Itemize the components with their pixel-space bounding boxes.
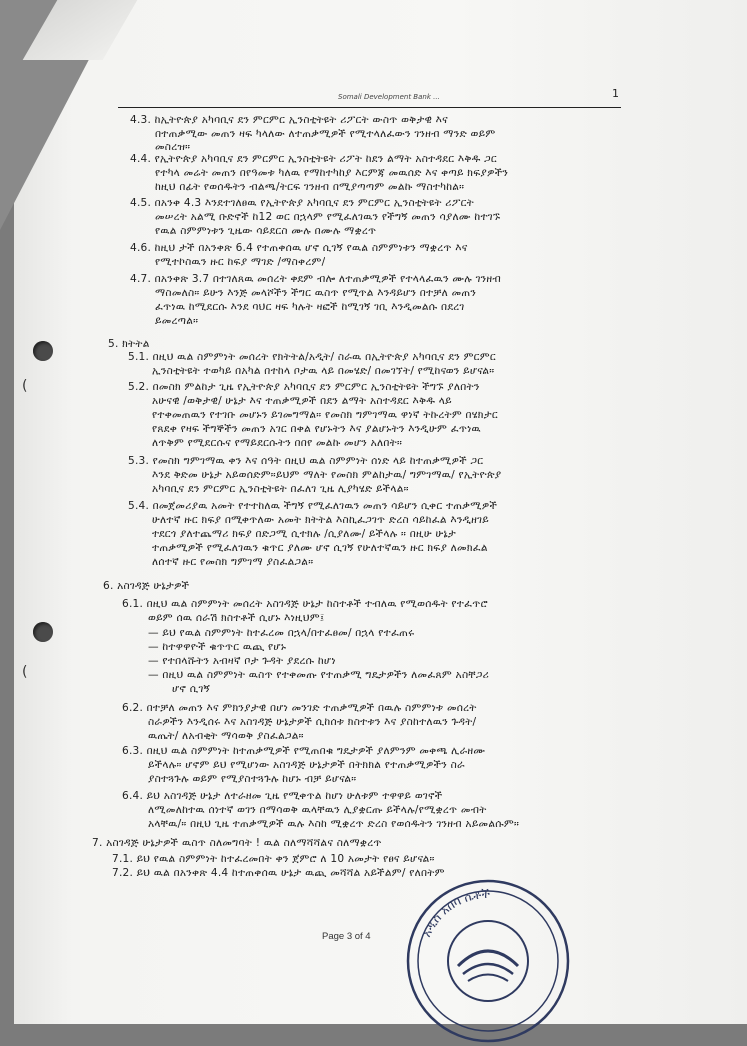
- text-line: 6.3. በዚህ ዉል ስምምነት ከተጠቃሚዎች የሚጠበቁ ግዴታዎች ያለምንም መቀጫ ሊራዘሙ: [122, 745, 486, 757]
- text-line: አካባቢና ደን ምርምር ኢንስቲትዩት በፈለገ ጊዜ ሊያካሄድ ይችላል።: [152, 483, 409, 495]
- text-line: አሁናዊ /ወቅታዊ/ ሁኔታ እና ተጠቃሚዎች በደን ልማት አስተዳደር እቅዱ ላይ: [152, 395, 452, 407]
- text-line: 5.2. በመስክ ምልከታ ጊዜ የኢትዮጵያ አካባቢና ደን ምርምር ኢንስቲትዩት ችግኙ ያለበትን: [128, 381, 480, 393]
- text-line: ዉጤት/ ለአብቂት ማሳወቅ ያስፈልጋል።: [148, 730, 304, 742]
- text-line: ሁለተኛ ዙር ክፍያ በሚቀጥለው አመት ክትትል እስኪፈጋገጥ ድረስ ሳይከፈል እንዲዘገይ: [152, 514, 489, 526]
- text-line: በተጠቃሚው መጠን ዛፍ ካላለው ለተጠቃሚዎች የሚተላለፈውን ገንዘብ ማንድ ወይም: [155, 128, 496, 140]
- text-line: 6.2. በተቻለ መጠን እና ምክንያታዊ በሆነ መንገድ ተጠቃሚዎች በዉሉ ስምምነቱ መሰረት: [122, 702, 477, 714]
- text-line: ይመረጣል።: [155, 315, 199, 327]
- text-line: ለሚመለከተዉ ሰነተኛ ወገን በማሳወቅ ዉላቸዉን ሊያቋርጡ ይችላሉ/የሚቋረጥ መብት: [148, 804, 487, 816]
- text-line: የጸደቀ የዛፍ ችግኞችን መጠን አገር በቀል የሆኑትን እና ያልሆኑትን እንዲሁም ፈጥነዉ: [152, 423, 481, 435]
- text-line: የተቀመጠዉን የተገቡ መሆኑን ይገመግማል። የመስክ ግምገማዉ ዋነኛ ትኩረትም በሄክታር: [152, 409, 498, 421]
- text-line: መሠረት አልሚ ቡድኖች ከ12 ወር በኋላም የሚፈለገዉን የችግኝ መጠን ሳያለሙ ከተገኙ: [155, 211, 501, 223]
- text-line: 4.4. የኢትዮጵያ አካባቢና ደን ምርምር ኢንስቲትዩት ሪፖት ከደን ልማት አስተዳደር እቅዱ ጋር: [130, 153, 497, 165]
- text-line: ከዚህ በፊት የወሰዱትን ብልጫ/ትርፍ ገንዘብ በሚያጣጣም መልኩ ማስተካከል።: [155, 181, 465, 193]
- text-line: — ይህ የዉል ስምምነት ከተፈረመ በኋላ/በተፈፀመ/ በኋላ የተፈጠሩ: [148, 627, 415, 639]
- text-line: 4.5. በአንቀ 4.3 እንደተገለፀዉ የኢትዮጵያ አካባቢና ደን ምርምር ኢንስቲትዩት ሪፖርት: [130, 197, 474, 209]
- header-text: Somali Development Bank ...: [338, 93, 440, 101]
- text-line: ይችላሉ። ሆኖም ይህ የሚሆነው አስገዳጅ ሁኔታዎች በትክክል የተጠቃሚዎችን ስራ: [148, 759, 465, 771]
- text-line: 7. አስገዳጅ ሁኔታዎች ዉስጥ ስለመግባት ! ዉል ስለማሻሻልና ስለማቋረጥ: [92, 837, 382, 849]
- text-line: መስረዝ።: [155, 141, 191, 153]
- text-line: 5.1. በዚህ ዉል ስምምነት መሰረት የክትትል/አዲት/ ስራዉ በኢትዮጵያ አካባቢና ደን ምርምር: [128, 351, 496, 363]
- text-line: 5. ክትትል: [108, 338, 150, 350]
- text-line: ያስተጓጉሉ ወይም የሚያስተጓጉሉ ከሆኑ ብቻ ይሆናል።: [148, 773, 357, 785]
- text-line: ወይም ሰዉ ሰራሽ ክስተቶች ሲሆኑ እነዚህም፤: [148, 612, 325, 624]
- text-line: 6.4. ይህ አስገዳጅ ሁኔታ ለተራዘመ ጊዜ የሚቀጥል ከሆነ ሁለቱም ተዋዋይ ወገኖች: [122, 790, 443, 802]
- text-line: ተደርጎ ያለተጨማሪ ክፍያ በድጋሚ ሲተክሉ /ሲያለሙ/ ይችላሉ ። በዚሁ ሁኔታ: [152, 528, 457, 540]
- margin-mark: (: [22, 378, 28, 394]
- text-line: — የተበላሹትን አብዛኛ ቦታ ጉዳት ያደረሱ ከሆነ: [148, 655, 336, 667]
- text-line: ስራዎችን እንዲሰሩ እና አስገዳጅ ሁኔታዎች ሲከሰቱ ክስተቱን እና ያስከተለዉን ጉዳት/: [148, 716, 477, 728]
- text-line: ተጠቃሚዎች የሚፈለገዉን ቁጥር ያለሙ ሆኖ ሲገኝ የሁለተኛዉን ዙር ክፍያ ለመክፈል: [152, 542, 488, 554]
- text-line: እንደ ቅድመ ሁኔታ አይወሰድም።ይህም ማለት የመስክ ምልከታዉ/ ግምገማዉ/ የኢትዮጵያ: [152, 469, 502, 481]
- text-line: 7.2. ይህ ዉል በአንቀጽ 4.4 ከተጠቀሰዉ ሁኔታ ዉጪ መሻሻል አይችልም/ የለበትም: [112, 867, 445, 879]
- stamp-text: አዲስ አበባ ሴቶች: [419, 886, 491, 940]
- text-line: 6.1. በዚህ ዉል ስምምነት መሰረት አስገዳጅ ሁኔታ ከስተቶች ተብለዉ የሚወሰዱት የተፈጥሮ: [122, 598, 488, 610]
- text-line: 5.4. በመጀመሪያዉ አመት የተተከለዉ ችግኝ የሚፈለገዉን መጠን ሳይሆን ሲቀር ተጠቃሚዎች: [128, 500, 498, 512]
- text-line: የተካላ መሬት መጠን በየዓመቱ ካለዉ የማከተካከያ እርምጃ መዉሰድ እና ቀጣይ ክፍያዎችን: [155, 167, 509, 179]
- text-line: 4.7. በአንቀጽ 3.7 በተገለጸዉ መሰረት ቀደም ብሎ ለተጠቃሚዎች የተላላፈዉን ሙሉ ገንዘብ: [130, 273, 502, 285]
- text-line: ኢንስቲትዩት ተወካይ በአካል በተከላ ቦታዉ ላይ በመሄድ/ በመገኘት/ የሚከናወን ይሆናል።: [152, 365, 495, 377]
- text-line: 7.1. ይህ የዉል ስምምነት ከተፈረመበት ቀን ጀምሮ ለ 10 አመታት የፀና ይሆናል።: [112, 853, 435, 865]
- official-stamp: [403, 876, 573, 1046]
- page-footer: Page 3 of 4: [322, 931, 371, 942]
- text-line: ማስመለስ። ይሁን እንጅ መላሾችን ችግር ዉስጥ የሚጥል እንዳይሆን በተቻለ መጠን: [155, 287, 477, 299]
- text-line: የዉል ስምምነቱን ጊዜው ሳይደርስ ሙሉ በሙሉ ማቋረጥ: [155, 225, 377, 237]
- text-line: ፈጥነዉ ከሚደርሱ እንደ ባህር ዛፍ ካሉት ዛፎች ከሚገኝ ገቢ እንዲመልሱ በደረገ: [155, 301, 465, 313]
- text-line: ለሰተኛ ዙር የመስክ ግምገማ ያስፈልጋል።: [152, 556, 314, 568]
- margin-mark: (: [22, 664, 28, 680]
- text-line: ሆኖ ሲገኝ: [172, 683, 211, 695]
- text-line: የሚተኮስዉን ዙር ከፍያ ማገድ /ማስቀረም/: [155, 256, 326, 268]
- text-line: አላቸዉ/። በዚህ ጊዜ ተጠቃሚዎች ዉሉ እስከ ሚቋረጥ ድረስ የወሰዱትን ገንዘብ አይመልሱም።: [148, 818, 520, 830]
- text-line: ለጥቅም የሚደርሱና የማይደርሱትን በበየ መልኩ መሆን አለበት።: [152, 437, 403, 449]
- text-line: — በዚህ ዉል ስምምነት ዉስጥ የተቀመጡ የተጠቃሚ ግዴታዎችን ለመፈጸም አስቸጋሪ: [148, 669, 489, 681]
- text-line: 5.3. የመስክ ግምገማዉ ቀን እና ሰዓት በዚህ ዉል ስምምነት ሰነድ ላይ ከተጠቃሚዎች ጋር: [128, 455, 484, 467]
- svg-text:አዲስ አበባ ሴቶች: [419, 887, 490, 939]
- text-line: — ከተዋዋዮች ቁጥጥር ዉጪ የሆኑ: [148, 641, 287, 653]
- text-line: 6. አስገዳጅ ሁኔታዎች: [103, 580, 190, 592]
- text-line: 4.6. ከዚህ ታች በአንቀጽ 6.4 የተጠቀሰዉ ሆኖ ሲገኝ የዉል ስምምነቱን ማቋረጥ እና: [130, 242, 468, 254]
- header-mark: 1: [612, 87, 619, 100]
- text-line: 4.3. ከኢትዮጵያ አካባቢና ደን ምርምር ኢንስቲትዩት ሪፖርት ውስጥ ወቅታዊ እና: [130, 114, 448, 126]
